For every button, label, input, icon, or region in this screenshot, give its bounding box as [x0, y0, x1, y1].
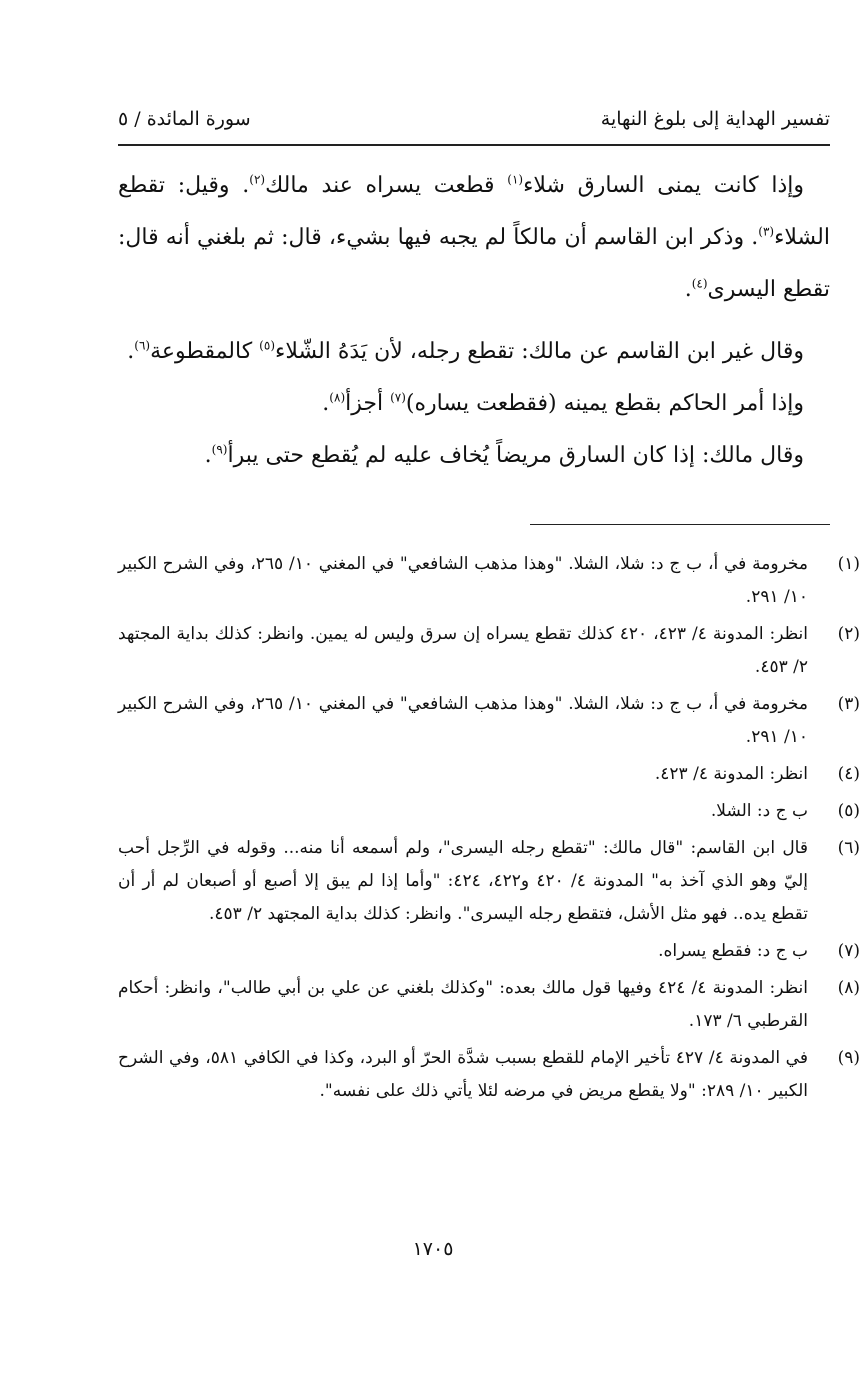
- footnote-text: في المدونة ٤/ ٤٢٧ تأخير الإمام للقطع بسبب شدَّة الحرّ أو البرد، وكذا في الكافي ٥٨١، وفي الشرح الكبير ١٠/ ٢٨٩: "ولا يقطع مريض في مرضه لئلا يأتي ذلك على نفسه".: [118, 1048, 808, 1101]
- footnote-5: [118, 795, 860, 828]
- footnote-ref: (٧): [390, 390, 406, 405]
- footnote-ref: (٢): [249, 172, 266, 187]
- footnote-text: انظر: المدونة ٤/ ٤٢٣، ٤٢٠ كذلك تقطع يسراه إن سرق وليس له يمين. وانظر: كذلك بداية المجتهد ٢/ ٤٥٣.: [118, 624, 809, 677]
- header-rule: [118, 144, 830, 146]
- footnote-3: [118, 688, 860, 754]
- footnote-ref: (٤): [691, 276, 708, 291]
- footnote-text: قال ابن القاسم: "قال مالك: "تقطع رجله اليسرى"، ولم أسمعه أنا منه... وقوله في الرِّجل أحب إليّ وهو الذي آخذ به" المدونة ٤/ ٤٢٠ و٤٢٢، ٤٢٤: "وأما إذا لم يبق إلا أصبع أو أصبعان لم أر أن تقطع يده.. فهو مثل الأشل، فتقطع رجله اليسرى". وانظر: كذلك بداية المجتهد ٢/ ٤٥٣.: [118, 838, 808, 924]
- footnote-ref: (٣): [758, 224, 775, 239]
- footnote-number: (٤): [837, 764, 860, 784]
- footnote-text: انظر: المدونة ٤/ ٤٢٤ وفيها قول مالك بعده: "وكذلك بلغني عن علي بن أبي طالب"، وانظر: أحكام القرطبي ٦/ ١٧٣.: [118, 978, 808, 1031]
- footnote-text: مخرومة في أ، ب ج د: شلا، الشلا. "وهذا مذهب الشافعي" في المغني ١٠/ ٢٦٥، وفي الشرح الكبير ١٠/ ٢٩١.: [118, 554, 808, 607]
- footnote-ref: (٩): [211, 442, 228, 457]
- paragraph-3: وإذا أمر الحاكم بقطع يمينه (فقطعت يساره)$^{(٧)}$ أجزأ$^{(٨)}$.: [322, 390, 804, 416]
- footnote-1: [118, 548, 860, 614]
- footnote-number: (٩): [837, 1048, 860, 1068]
- surah-label: سورة المائدة / ٥: [118, 108, 251, 130]
- footnote-text: مخرومة في أ، ب ج د: شلا، الشلا. "وهذا مذهب الشافعي" في المغني ١٠/ ٢٦٥، وفي الشرح الكبير ١٠/ ٢٩١.: [118, 694, 808, 747]
- footnotes: [118, 548, 860, 1112]
- footnote-separator: [530, 524, 830, 525]
- footnote-ref: (١): [507, 172, 524, 187]
- footnote-number: (٥): [837, 801, 860, 821]
- footnote-number: (٣): [837, 694, 860, 714]
- paragraph-1: وإذا كانت يمنى السارق شلاء$^{(١)}$ قطعت يسراه عند مالك$^{(٢)}$. وقيل: تقطع الشلاء$^{(٣)}$. وذكر ابن القاسم أن مالكاً لم يجبه فيها بشيء، قال: ثم بلغني أنه قال: تقطع اليسرى$^{(٤)}$.: [118, 172, 830, 302]
- paragraph-2: وقال غير ابن القاسم عن مالك: تقطع رجله، لأن يَدَهُ الشّلاء$^{(٥)}$ كالمقطوعة$^{(٦)}$.: [127, 338, 804, 364]
- footnote-2: [118, 618, 860, 684]
- footnote-7: [118, 935, 860, 968]
- footnote-text: ب ج د: الشلا.: [710, 801, 808, 821]
- main-text: [118, 160, 830, 482]
- book-title: تفسير الهداية إلى بلوغ النهاية: [600, 108, 830, 130]
- footnote-text: ب ج د: فقطع يسراه.: [658, 941, 808, 961]
- footnote-6: [118, 832, 860, 931]
- footnote-ref: (٥): [259, 338, 275, 353]
- footnote-number: (٢): [837, 624, 860, 644]
- footnote-number: (١): [837, 554, 860, 574]
- footnote-number: (٦): [837, 838, 860, 858]
- paragraph-4: وقال مالك: إذا كان السارق مريضاً يُخاف عليه لم يُقطع حتى يبرأ$^{(٩)}$.: [204, 442, 804, 468]
- running-header: [118, 104, 830, 140]
- footnote-ref: (٨): [329, 390, 346, 405]
- footnote-4: [118, 758, 860, 791]
- footnote-8: [118, 972, 860, 1038]
- footnote-number: (٧): [837, 941, 860, 961]
- footnote-number: (٨): [837, 978, 860, 998]
- footnote-ref: (٦): [134, 338, 151, 353]
- page-number: ١٧٠٥: [412, 1238, 454, 1260]
- footnote-9: [118, 1042, 860, 1108]
- footnote-text: انظر: المدونة ٤/ ٤٢٣.: [654, 764, 808, 784]
